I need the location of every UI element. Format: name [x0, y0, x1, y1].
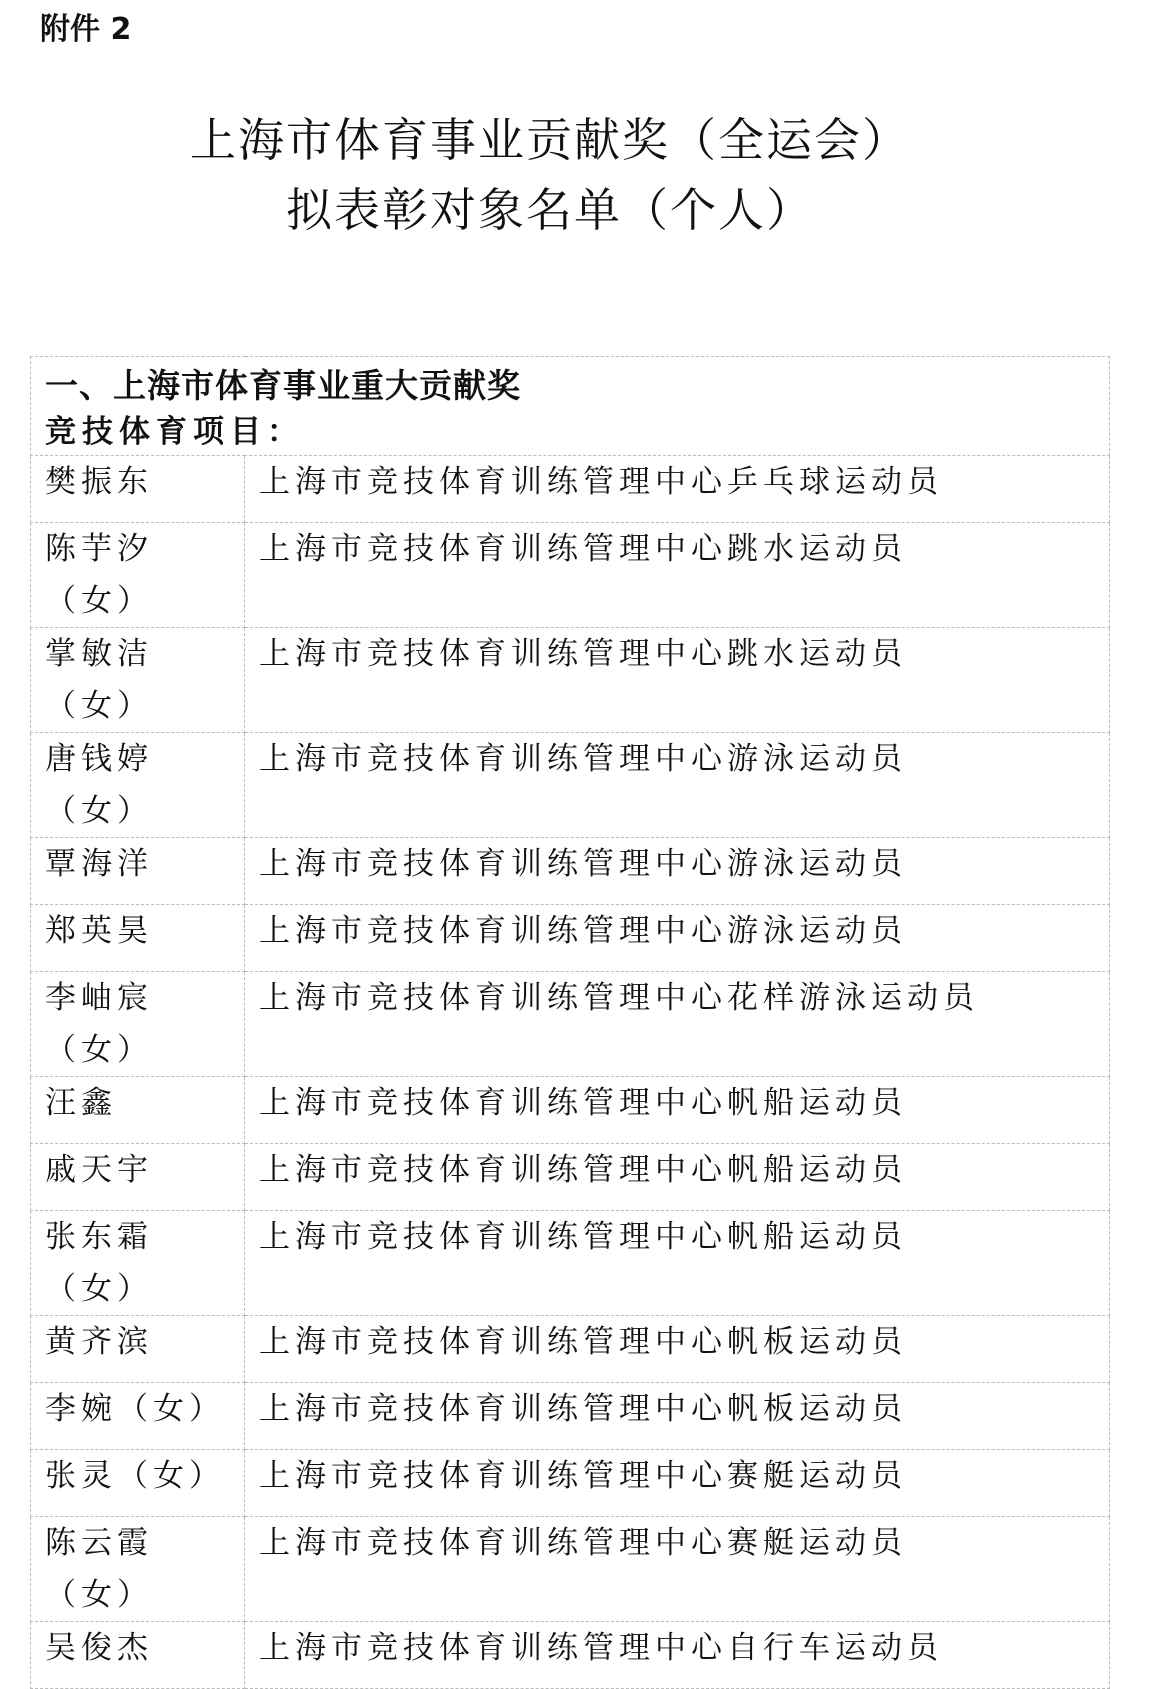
awardee-unit: 上海市竞技体育训练管理中心自行车运动员 — [245, 1622, 1110, 1689]
table-row — [31, 1517, 1110, 1622]
awardee-name: 戚天宇 — [31, 1144, 245, 1211]
awardee-unit: 上海市竞技体育训练管理中心游泳运动员 — [245, 838, 1110, 905]
awardee-unit: 上海市竞技体育训练管理中心帆船运动员 — [245, 1144, 1110, 1211]
table-row — [31, 905, 1110, 972]
section-heading: 一、上海市体育事业重大贡献奖 — [45, 366, 521, 405]
table-row — [31, 1211, 1110, 1316]
awardee-name: 覃海洋 — [31, 838, 245, 905]
table-row — [31, 1316, 1110, 1383]
table-row — [31, 1622, 1110, 1689]
document-title-line-2: 拟表彰对象名单（个人） — [286, 183, 814, 237]
document-title-line-1: 上海市体育事业贡献奖（全运会） — [190, 113, 910, 167]
table-row — [31, 1077, 1110, 1144]
table-row — [31, 972, 1110, 1077]
awardee-name: 唐钱婷（女） — [31, 733, 245, 838]
awardee-name: 黄齐滨 — [31, 1316, 245, 1383]
table-row — [31, 1450, 1110, 1517]
awardee-name: 张灵（女） — [31, 1450, 245, 1517]
awardee-name: 陈芋汐（女） — [31, 523, 245, 628]
table-row — [31, 1383, 1110, 1450]
awardee-name: 汪鑫 — [31, 1077, 245, 1144]
awardee-name: 郑英昊 — [31, 905, 245, 972]
awardee-unit: 上海市竞技体育训练管理中心帆板运动员 — [245, 1383, 1110, 1450]
awardee-name: 张东霜（女） — [31, 1211, 245, 1316]
awardee-unit: 上海市竞技体育训练管理中心游泳运动员 — [245, 905, 1110, 972]
table-header-row — [31, 357, 1110, 456]
awardee-unit: 上海市竞技体育训练管理中心帆板运动员 — [245, 1316, 1110, 1383]
awardee-unit: 上海市竞技体育训练管理中心赛艇运动员 — [245, 1517, 1110, 1622]
table-row — [31, 523, 1110, 628]
awardee-unit: 上海市竞技体育训练管理中心跳水运动员 — [245, 628, 1110, 733]
awardee-table — [30, 356, 1110, 1689]
awardee-name: 樊振东 — [31, 456, 245, 523]
awardee-name: 掌敏洁（女） — [31, 628, 245, 733]
table-row — [31, 838, 1110, 905]
awardee-unit: 上海市竞技体育训练管理中心花样游泳运动员 — [245, 972, 1110, 1077]
attachment-label: 附件 2 — [40, 12, 132, 47]
awardee-unit: 上海市竞技体育训练管理中心乒乓球运动员 — [245, 456, 1110, 523]
awardee-name: 李岫宸（女） — [31, 972, 245, 1077]
awardee-unit: 上海市竞技体育训练管理中心帆船运动员 — [245, 1077, 1110, 1144]
awardee-unit: 上海市竞技体育训练管理中心赛艇运动员 — [245, 1450, 1110, 1517]
awardee-unit: 上海市竞技体育训练管理中心跳水运动员 — [245, 523, 1110, 628]
table-row — [31, 628, 1110, 733]
awardee-unit: 上海市竞技体育训练管理中心帆船运动员 — [245, 1211, 1110, 1316]
table-row — [31, 733, 1110, 838]
awardee-name: 吴俊杰 — [31, 1622, 245, 1689]
table-row — [31, 1144, 1110, 1211]
subsection-heading: 竞技体育项目： — [45, 414, 304, 450]
awardee-name: 陈云霞（女） — [31, 1517, 245, 1622]
awardee-unit: 上海市竞技体育训练管理中心游泳运动员 — [245, 733, 1110, 838]
table-row — [31, 456, 1110, 523]
awardee-name: 李婉（女） — [31, 1383, 245, 1450]
